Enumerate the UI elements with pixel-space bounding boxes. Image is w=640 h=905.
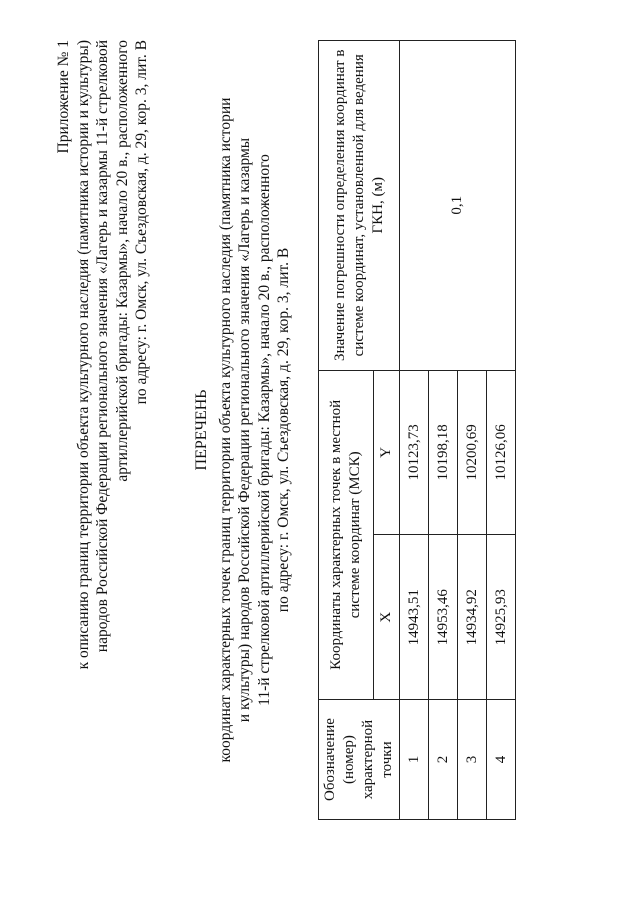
cell-point: 1	[400, 700, 429, 820]
document-title: ПЕРЕЧЕНЬ	[193, 389, 210, 471]
table-header-row	[319, 41, 374, 820]
cell-point: 3	[458, 700, 487, 820]
cell-x: 14934,92	[458, 535, 487, 700]
header-y: Y	[374, 370, 400, 535]
heading-line: по адресу: г. Омск, ул. Съездовская, д. 29, кор. 3, лит. В	[275, 247, 292, 613]
appendix-block	[54, 40, 152, 840]
appendix-line: Приложение № 1	[55, 40, 72, 154]
heading-line: 11-й стрелковой артиллерийской бригады: Казармы», начало 20 в., расположенного	[255, 154, 273, 706]
cell-y: 10123,73	[400, 370, 429, 535]
appendix-line: артиллерийской бригады: Казармы», начало 20 в., расположенного	[113, 40, 131, 482]
appendix-line: народов Российской Федерации регионального значения «Лагерь и казармы 11-й стрелковой	[94, 40, 111, 653]
cell-y: 10198,18	[429, 370, 458, 535]
cell-x: 14943,51	[400, 535, 429, 700]
header-point: Обозначение (номер) характерной точки	[319, 700, 400, 820]
appendix-line: по адресу: г. Омск, ул. Съездовская, д. 29, кор. 3, лит. В	[133, 40, 150, 405]
appendix-line: к описанию границ территории объекта культурного наследия (памятника истории и культуры)	[74, 40, 92, 670]
heading-line: координат характерных точек границ территории объекта культурного наследия (памятника истории	[216, 97, 234, 763]
document-heading	[192, 40, 294, 820]
header-accuracy: Значение погрешности определения координат в системе координат, установленной для ведения ГКН, (м)	[319, 41, 400, 371]
cell-x: 14953,46	[429, 535, 458, 700]
table-row	[400, 41, 429, 820]
coordinates-table	[318, 40, 516, 820]
cell-point: 2	[429, 700, 458, 820]
header-coords: Координаты характерных точек в местной системе координат (МСК)	[319, 370, 374, 700]
cell-x: 14925,93	[487, 535, 516, 700]
heading-line: и культуры) народов Российской Федерации регионального значения «Лагерь и казармы	[236, 137, 253, 723]
header-x: X	[374, 535, 400, 700]
cell-y: 10200,69	[458, 370, 487, 535]
cell-point: 4	[487, 700, 516, 820]
rotated-document-page	[40, 40, 600, 860]
cell-accuracy: 0,1	[400, 41, 516, 371]
cell-y: 10126,06	[487, 370, 516, 535]
